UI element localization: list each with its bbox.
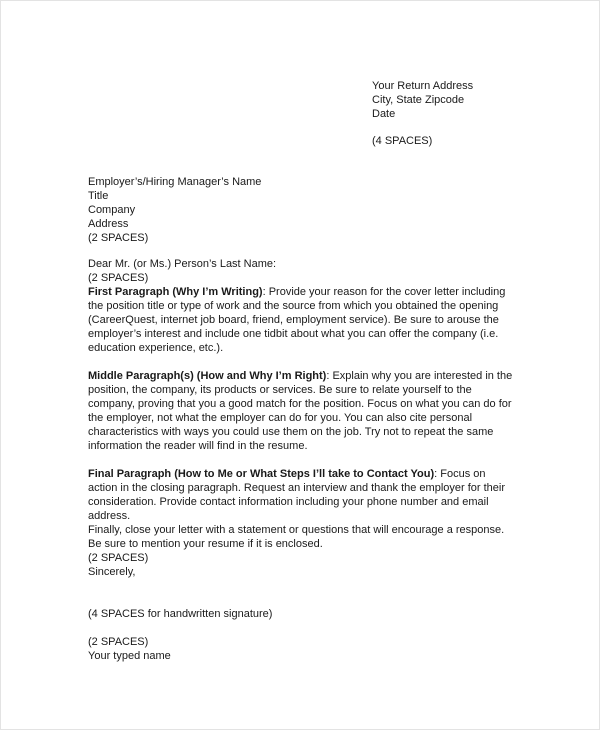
return-address-spaces-note: (4 SPACES) — [372, 135, 433, 147]
return-address-line-3: Date — [372, 108, 396, 120]
first-paragraph — [88, 285, 514, 355]
letter-body — [88, 257, 514, 663]
signature-gap-3 — [88, 621, 514, 635]
first-paragraph-heading: First Paragraph (Why I’m Writing) — [88, 286, 263, 298]
final-paragraph-second-line: Finally, close your letter with a statement or questions that will encourage a response. Be sure to mention your resume if it is enclosed. — [88, 524, 505, 550]
handwritten-signature-note: (4 SPACES for handwritten signature) — [88, 608, 273, 620]
employer-name-line: Employer’s/Hiring Manager’s Name — [88, 176, 262, 188]
final-paragraph — [88, 467, 514, 523]
middle-paragraph-body: : Explain why you are interested in the position, the company, its products or services. Be sure to relate yourself to the company, proving that you a good match for the position. Focus on what you can do for the employer, not what the employer can do for you. You can also cite personal characteristics with ways you could use them on the job. Try not to repeat the same information the reader will find in the resume. — [88, 370, 513, 452]
salutation-spaces-note: (2 SPACES) — [88, 272, 149, 284]
employer-title-line: Title — [88, 190, 109, 202]
first-paragraph-body: : Provide your reason for the cover letter including the position title or type of work and the source from which you obtained the opening (CareerQuest, internet job board, friend, employment service). Be sure to arouse the employer’s interest and include one tidbit about what you can offer the company (i.e. education experience, etc.). — [88, 286, 506, 354]
closing-spaces-note-before-sincerely: (2 SPACES) — [88, 552, 149, 564]
paragraph-gap-1 — [88, 355, 514, 369]
employer-spaces-note: (2 SPACES) — [88, 232, 149, 244]
signature-gap-1 — [88, 579, 514, 593]
final-paragraph-body: : Focus on action in the closing paragraph. Request an interview and thank the employer for their consideration. Provide contact information including your phone number and email address. — [88, 468, 506, 522]
paragraph-gap-2 — [88, 453, 514, 467]
closing-spaces-note-before-name: (2 SPACES) — [88, 636, 149, 648]
signature-gap-2 — [88, 593, 514, 607]
return-address-line-2: City, State Zipcode — [372, 94, 465, 106]
employer-address-line: Address — [88, 218, 129, 230]
closing-sincerely: Sincerely, — [88, 566, 136, 578]
final-paragraph-heading: Final Paragraph (How to Me or What Steps I’ll take to Contact You) — [88, 468, 435, 480]
employer-address-block — [88, 175, 418, 245]
return-address-block — [372, 79, 572, 121]
salutation-greeting: Dear Mr. (or Ms.) Person’s Last Name: — [88, 258, 277, 270]
typed-name: Your typed name — [88, 650, 171, 662]
middle-paragraph-heading: Middle Paragraph(s) (How and Why I’m Right) — [88, 370, 327, 382]
return-address-line-1: Your Return Address — [372, 80, 474, 92]
employer-company-line: Company — [88, 204, 136, 216]
middle-paragraph — [88, 369, 514, 453]
